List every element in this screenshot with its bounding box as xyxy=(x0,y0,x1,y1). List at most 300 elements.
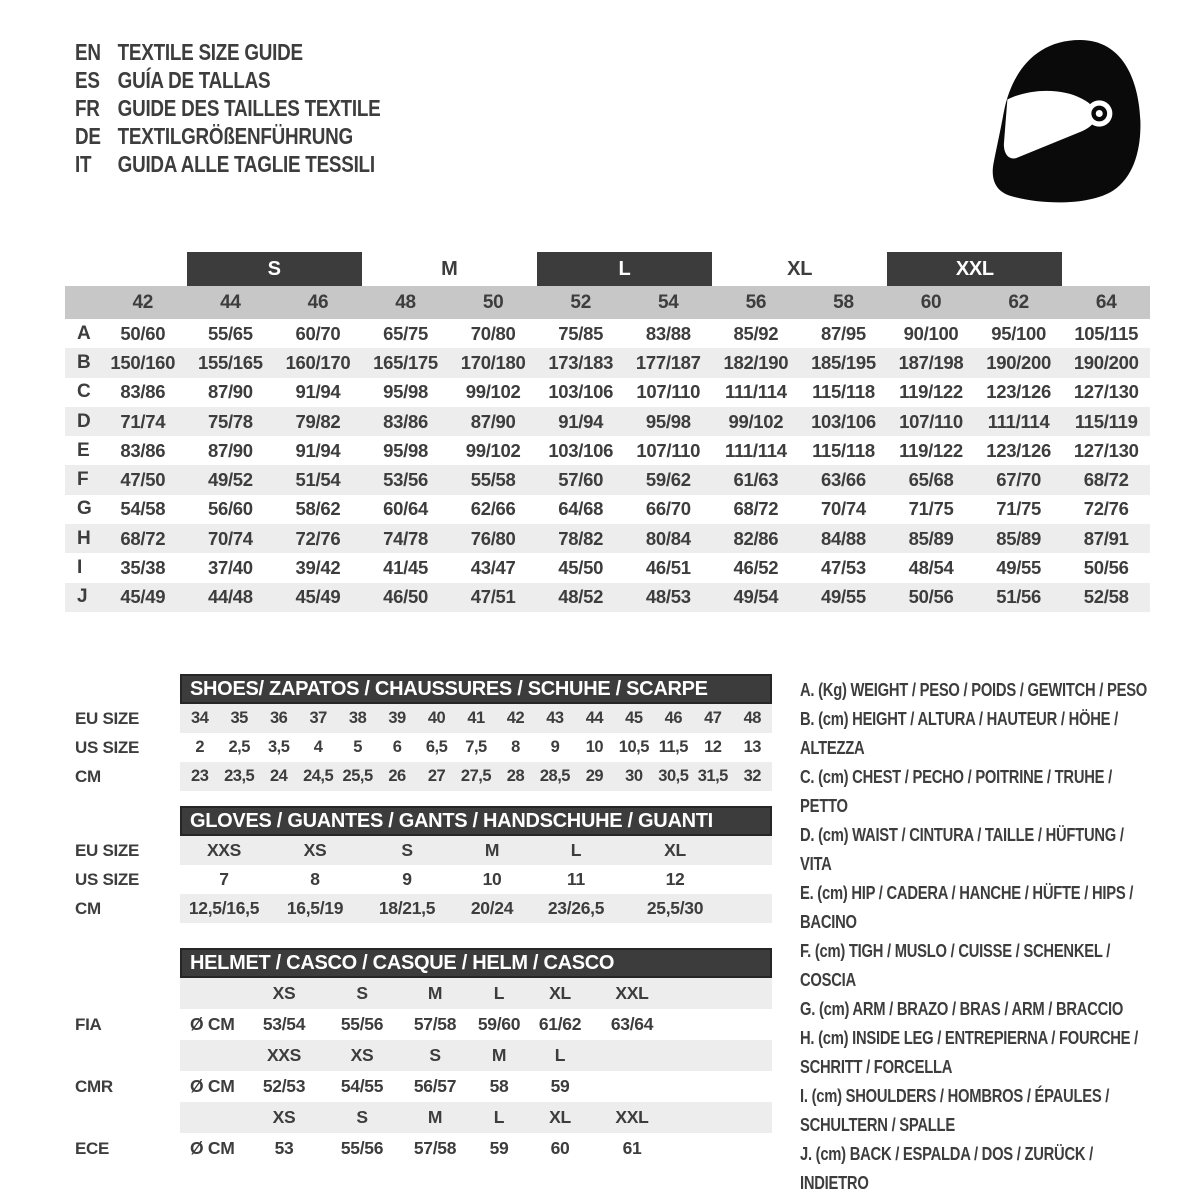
shoe-size-value: 2,5 xyxy=(228,738,250,756)
shoes-cm-row xyxy=(75,762,772,791)
shoe-size-value: 44 xyxy=(585,709,604,727)
size-value: 59/62 xyxy=(645,469,691,491)
row-label: US SIZE xyxy=(75,869,140,889)
glove-size-value: 8 xyxy=(310,869,320,889)
shoe-size-value: 23,5 xyxy=(224,767,255,785)
helmet-size-label: S xyxy=(356,1107,368,1127)
helmet-fia-sizes-row xyxy=(75,978,772,1009)
shoe-size-value: 27 xyxy=(427,767,446,785)
size-value: 60/70 xyxy=(295,322,341,344)
size-column-header: 58 xyxy=(833,291,854,313)
shoe-size-value: 36 xyxy=(269,709,288,727)
size-value: 47/50 xyxy=(120,469,166,491)
language-code: DE xyxy=(75,123,101,149)
shoe-size-value: 43 xyxy=(546,709,564,727)
size-group-header xyxy=(65,252,1150,286)
size-value: 66/70 xyxy=(645,498,691,520)
size-value: 60/64 xyxy=(383,498,428,520)
shoe-size-value: 8 xyxy=(511,738,520,756)
size-value: 115/118 xyxy=(812,439,875,461)
size-value: 50/56 xyxy=(908,586,954,608)
size-group-m: M xyxy=(441,257,458,280)
helmet-size-label: XXL xyxy=(615,983,649,1003)
shoe-size-value: 24 xyxy=(269,767,288,785)
shoe-size-value: 4 xyxy=(313,738,323,756)
size-value: 111/114 xyxy=(987,410,1050,432)
shoe-size-value: 41 xyxy=(467,709,485,727)
row-label: EU SIZE xyxy=(75,840,140,860)
size-value: 82/86 xyxy=(733,527,779,549)
helmet-size-label: XXS xyxy=(266,1045,302,1065)
glove-size-value: XS xyxy=(303,840,327,860)
language-row xyxy=(75,66,380,94)
row-letter: G xyxy=(77,498,92,520)
legend-entry: D. (cm) WAIST / CINTURA / TAILLE / HÜFTUNG / VITA xyxy=(800,825,1124,874)
size-value: 103/106 xyxy=(548,439,614,461)
textile-size-table xyxy=(65,252,1150,612)
size-value: 87/90 xyxy=(470,410,516,432)
helmet-cmr-values-row xyxy=(75,1071,772,1102)
helmet-size-label: M xyxy=(491,1045,507,1065)
size-value: 48/52 xyxy=(558,586,604,608)
standard-label: ECE xyxy=(75,1138,110,1158)
glove-size-value: XXS xyxy=(206,840,242,860)
shoe-size-value: 47 xyxy=(704,709,722,727)
helmet-size-label: L xyxy=(493,1107,505,1127)
shoes-size-section xyxy=(75,674,772,791)
size-value: 52/58 xyxy=(1083,586,1129,608)
size-value: 127/130 xyxy=(1073,381,1139,403)
legend-entry: H. (cm) INSIDE LEG / ENTREPIERNA / FOURCHE / SCHRITT / FORCELLA xyxy=(800,1028,1138,1077)
shoe-size-value: 13 xyxy=(743,738,761,756)
size-value: 65/75 xyxy=(383,322,428,344)
size-value: 65/68 xyxy=(908,469,954,491)
size-column-header: 56 xyxy=(745,291,767,313)
size-value: 44/48 xyxy=(207,586,253,608)
size-column-header: 42 xyxy=(132,291,154,313)
size-column-header: 48 xyxy=(395,291,416,313)
standard-label: CMR xyxy=(75,1076,113,1096)
size-value: 83/86 xyxy=(383,410,428,432)
gloves-us-size-row xyxy=(75,865,772,894)
helmet-size-value: 57/58 xyxy=(413,1138,457,1158)
legend-entry: C. (cm) CHEST / PECHO / POITRINE / TRUHE / PETTO xyxy=(800,767,1112,816)
glove-size-value: 12 xyxy=(665,869,685,889)
helmet-size-section xyxy=(75,948,772,1164)
helmet-section-title: HELMET / CASCO / CASQUE / HELM / CASCO xyxy=(180,948,772,978)
shoe-size-value: 28 xyxy=(506,767,525,785)
size-group-xxl: XXL xyxy=(887,252,1062,286)
language-title: TEXTILGRÖßENFÜHRUNG xyxy=(117,123,353,149)
helmet-ece-values-row xyxy=(75,1133,772,1164)
helmet-size-label: XL xyxy=(549,1107,571,1127)
row-label xyxy=(75,1102,180,1133)
size-value: 85/92 xyxy=(733,322,779,344)
size-value: 185/195 xyxy=(811,351,876,373)
size-value: 46/51 xyxy=(645,557,691,579)
size-value: 37/40 xyxy=(207,557,253,579)
size-value: 95/100 xyxy=(991,322,1047,344)
language-code: ES xyxy=(75,67,100,93)
row-label: CM xyxy=(75,898,101,918)
shoes-us-size-row xyxy=(75,733,772,762)
language-title: GUIDE DES TAILLES TEXTILE xyxy=(117,95,381,121)
shoe-size-value: 34 xyxy=(191,709,209,727)
row-label: CM xyxy=(75,766,101,786)
size-value: 45/49 xyxy=(295,586,341,608)
size-value: 47/51 xyxy=(470,586,516,608)
size-value: 99/102 xyxy=(465,439,521,461)
size-row-h xyxy=(65,524,1150,553)
size-row-i xyxy=(65,553,1150,582)
shoe-size-value: 6,5 xyxy=(425,738,448,756)
size-value: 43/47 xyxy=(470,557,516,579)
row-letter: B xyxy=(77,351,91,373)
glove-size-value: 10 xyxy=(482,869,502,889)
racing-helmet-icon xyxy=(982,28,1157,213)
size-value: 87/90 xyxy=(207,381,253,403)
size-value: 67/70 xyxy=(996,469,1042,491)
shoe-size-value: 29 xyxy=(585,767,604,785)
size-value: 87/90 xyxy=(207,439,253,461)
shoe-size-value: 35 xyxy=(230,709,248,727)
language-row xyxy=(75,94,380,122)
size-row-e xyxy=(65,436,1150,465)
size-value: 55/65 xyxy=(207,322,253,344)
size-value: 68/72 xyxy=(733,498,779,520)
size-value: 78/82 xyxy=(558,527,604,549)
helmet-size-label: M xyxy=(427,1107,443,1127)
language-code: IT xyxy=(75,151,92,177)
size-value: 71/75 xyxy=(908,498,954,520)
shoe-size-value: 32 xyxy=(743,767,761,785)
size-group-l: L xyxy=(537,252,712,286)
size-value: 190/200 xyxy=(1073,351,1139,373)
shoe-size-value: 27,5 xyxy=(460,767,492,785)
row-letter: J xyxy=(77,586,88,608)
helmet-size-label: S xyxy=(356,983,368,1003)
glove-size-value: 12,5/16,5 xyxy=(188,898,260,918)
size-value: 70/74 xyxy=(821,498,866,520)
size-value: 57/60 xyxy=(558,469,604,491)
size-value: 91/94 xyxy=(295,381,341,403)
helmet-size-value: 59 xyxy=(550,1076,570,1096)
size-value: 45/50 xyxy=(558,557,604,579)
language-title: TEXTILE SIZE GUIDE xyxy=(117,39,303,65)
row-letter: C xyxy=(77,381,91,403)
size-value: 187/198 xyxy=(898,351,964,373)
size-value: 87/95 xyxy=(821,322,866,344)
size-value: 48/53 xyxy=(645,586,691,608)
size-value: 155/165 xyxy=(197,351,263,373)
size-value: 111/114 xyxy=(725,381,787,403)
size-number-row xyxy=(65,286,1150,319)
language-row xyxy=(75,38,380,66)
size-value: 46/52 xyxy=(733,557,779,579)
size-value: 115/118 xyxy=(812,381,875,403)
shoe-size-value: 5 xyxy=(353,738,362,756)
size-row-a xyxy=(65,319,1150,348)
row-letter: A xyxy=(77,322,91,344)
size-row-b xyxy=(65,348,1150,377)
shoe-size-value: 30 xyxy=(625,767,643,785)
helmet-size-label: XS xyxy=(272,983,296,1003)
size-value: 39/42 xyxy=(295,557,341,579)
legend-entry: J. (cm) BACK / ESPALDA / DOS / ZURÜCK / INDIETRO xyxy=(800,1144,1094,1193)
size-row-d xyxy=(65,407,1150,436)
size-column-header: 44 xyxy=(220,291,241,313)
size-value: 83/88 xyxy=(645,322,691,344)
size-value: 75/78 xyxy=(207,410,253,432)
size-value: 173/183 xyxy=(548,351,614,373)
size-value: 64/68 xyxy=(558,498,604,520)
size-value: 80/84 xyxy=(645,527,691,549)
size-value: 35/38 xyxy=(120,557,166,579)
size-value: 61/63 xyxy=(733,469,779,491)
size-value: 54/58 xyxy=(120,498,166,520)
helmet-size-value: 59/60 xyxy=(477,1014,521,1034)
helmet-size-value: 55/56 xyxy=(340,1138,384,1158)
size-value: 119/122 xyxy=(899,439,963,461)
shoe-size-value: 45 xyxy=(625,709,643,727)
size-row-g xyxy=(65,495,1150,524)
helmet-size-label: XS xyxy=(350,1045,374,1065)
shoe-size-value: 9 xyxy=(550,738,560,756)
language-title: GUIDA ALLE TAGLIE TESSILI xyxy=(117,151,375,177)
size-value: 90/100 xyxy=(903,322,959,344)
size-value: 79/82 xyxy=(295,410,341,432)
gloves-size-section xyxy=(75,806,772,923)
shoe-size-value: 23 xyxy=(191,767,209,785)
helmet-size-label: XXL xyxy=(615,1107,649,1127)
helmet-size-label: L xyxy=(554,1045,566,1065)
glove-size-value: 25,5/30 xyxy=(646,898,704,918)
size-value: 68/72 xyxy=(120,527,166,549)
size-value: 91/94 xyxy=(558,410,604,432)
shoe-size-value: 37 xyxy=(309,709,327,727)
size-value: 85/89 xyxy=(908,527,954,549)
size-value: 160/170 xyxy=(285,351,351,373)
glove-size-value: 9 xyxy=(402,869,412,889)
shoe-size-value: 24,5 xyxy=(303,767,334,785)
size-value: 51/54 xyxy=(295,469,341,491)
helmet-size-value: 61 xyxy=(622,1138,642,1158)
size-value: 75/85 xyxy=(558,322,604,344)
size-value: 83/86 xyxy=(120,439,166,461)
size-value: 107/110 xyxy=(636,439,701,461)
size-value: 71/74 xyxy=(120,410,166,432)
glove-size-value: 7 xyxy=(219,869,229,889)
shoe-size-value: 39 xyxy=(388,709,406,727)
size-value: 170/180 xyxy=(460,351,526,373)
size-value: 49/55 xyxy=(821,586,866,608)
shoe-size-value: 26 xyxy=(388,767,406,785)
legend-entry: G. (cm) ARM / BRAZO / BRAS / ARM / BRACCIO xyxy=(800,999,1124,1019)
size-value: 68/72 xyxy=(1083,469,1129,491)
size-value: 48/54 xyxy=(908,557,954,579)
language-row xyxy=(75,150,380,178)
size-column-header: 54 xyxy=(658,291,679,313)
helmet-ece-sizes-row xyxy=(75,1102,772,1133)
shoe-size-value: 28,5 xyxy=(539,767,570,785)
shoe-size-value: 38 xyxy=(348,709,367,727)
size-column-header: 60 xyxy=(920,291,942,313)
row-label: EU SIZE xyxy=(75,708,140,728)
gloves-eu-size-row xyxy=(75,836,772,865)
glove-size-value: L xyxy=(570,840,582,860)
gloves-cm-row xyxy=(75,894,772,923)
size-value: 103/106 xyxy=(811,410,876,432)
size-value: 53/56 xyxy=(383,469,428,491)
helmet-size-value: 53 xyxy=(274,1138,294,1158)
size-value: 99/102 xyxy=(465,381,521,403)
size-value: 49/54 xyxy=(733,586,779,608)
size-value: 55/58 xyxy=(470,469,516,491)
language-title-list xyxy=(75,38,448,178)
size-value: 49/52 xyxy=(207,469,253,491)
size-value: 91/94 xyxy=(295,439,341,461)
gloves-section-title: GLOVES / GUANTES / GANTS / HANDSCHUHE / GUANTI xyxy=(180,806,772,836)
glove-size-value: 18/21,5 xyxy=(378,898,436,918)
shoe-size-value: 12 xyxy=(704,738,722,756)
size-value: 190/200 xyxy=(986,351,1051,373)
size-value: 46/50 xyxy=(383,586,428,608)
helmet-size-value: 63/64 xyxy=(610,1014,654,1034)
size-row-j xyxy=(65,583,1150,612)
size-value: 111/114 xyxy=(725,439,787,461)
size-value: 150/160 xyxy=(110,351,176,373)
unit-label: Ø CM xyxy=(190,1014,235,1034)
row-letter: D xyxy=(77,410,91,432)
helmet-size-value: 60 xyxy=(550,1138,570,1158)
size-value: 165/175 xyxy=(373,351,438,373)
size-value: 84/88 xyxy=(821,527,866,549)
shoe-size-value: 48 xyxy=(743,709,761,727)
size-value: 95/98 xyxy=(645,410,691,432)
size-value: 70/80 xyxy=(470,322,516,344)
glove-size-value: 16,5/19 xyxy=(286,898,344,918)
shoe-size-value: 25,5 xyxy=(342,767,373,785)
glove-size-value: 20/24 xyxy=(470,898,514,918)
helmet-size-value: 53/54 xyxy=(262,1014,306,1034)
size-value: 123/126 xyxy=(986,439,1051,461)
size-value: 99/102 xyxy=(728,410,784,432)
helmet-size-label: XS xyxy=(272,1107,296,1127)
size-value: 49/55 xyxy=(996,557,1042,579)
size-value: 62/66 xyxy=(470,498,516,520)
helmet-size-value: 56/57 xyxy=(413,1076,457,1096)
size-value: 71/75 xyxy=(996,498,1042,520)
size-value: 115/119 xyxy=(1074,410,1138,432)
shoes-section-title: SHOES/ ZAPATOS / CHAUSSURES / SCHUHE / SCARPE xyxy=(180,674,772,704)
helmet-fia-values-row xyxy=(75,1009,772,1040)
size-group-s: S xyxy=(187,252,362,286)
shoe-size-value: 6 xyxy=(392,738,402,756)
helmet-size-label: M xyxy=(427,983,443,1003)
shoe-size-value: 42 xyxy=(506,709,525,727)
helmet-size-value: 59 xyxy=(489,1138,509,1158)
helmet-size-value: 52/53 xyxy=(262,1076,306,1096)
size-value: 72/76 xyxy=(295,527,341,549)
size-value: 56/60 xyxy=(207,498,253,520)
row-letter: H xyxy=(77,527,91,549)
size-row-c xyxy=(65,378,1150,407)
size-value: 58/62 xyxy=(295,498,341,520)
helmet-size-label: S xyxy=(429,1045,441,1065)
size-column-header: 62 xyxy=(1008,291,1029,313)
size-value: 177/187 xyxy=(635,351,701,373)
legend-entry: F. (cm) TIGH / MUSLO / CUISSE / SCHENKEL / COSCIA xyxy=(800,941,1111,990)
row-letter: I xyxy=(77,557,82,579)
helmet-size-value: 61/62 xyxy=(538,1014,582,1034)
glove-size-value: 23/26,5 xyxy=(547,898,605,918)
helmet-size-value: 55/56 xyxy=(340,1014,384,1034)
glove-size-value: S xyxy=(401,840,413,860)
size-value: 72/76 xyxy=(1083,498,1129,520)
size-value: 105/115 xyxy=(1074,322,1139,344)
size-value: 47/53 xyxy=(821,557,866,579)
shoe-size-value: 10 xyxy=(585,738,604,756)
language-code: EN xyxy=(75,39,101,65)
helmet-size-value: 54/55 xyxy=(340,1076,384,1096)
size-column-header: 46 xyxy=(307,291,329,313)
shoe-size-value: 3,5 xyxy=(267,738,290,756)
size-value: 83/86 xyxy=(120,381,166,403)
unit-label: Ø CM xyxy=(190,1138,235,1158)
size-column-header: 64 xyxy=(1095,291,1117,313)
size-value: 45/49 xyxy=(120,586,166,608)
size-value: 50/60 xyxy=(120,322,166,344)
helmet-size-value: 57/58 xyxy=(413,1014,457,1034)
size-value: 85/89 xyxy=(996,527,1042,549)
size-value: 50/56 xyxy=(1083,557,1129,579)
shoes-eu-size-row xyxy=(75,704,772,733)
language-title: GUÍA DE TALLAS xyxy=(117,67,271,93)
size-value: 41/45 xyxy=(383,557,428,579)
size-value: 119/122 xyxy=(899,381,963,403)
size-value: 95/98 xyxy=(383,439,428,461)
row-label: US SIZE xyxy=(75,737,140,757)
size-value: 107/110 xyxy=(899,410,963,432)
row-label xyxy=(75,1040,180,1071)
size-value: 87/91 xyxy=(1083,527,1129,549)
language-code: FR xyxy=(75,95,100,121)
shoe-size-value: 10,5 xyxy=(618,738,649,756)
size-value: 70/74 xyxy=(207,527,253,549)
row-letter: E xyxy=(77,439,90,461)
unit-label: Ø CM xyxy=(190,1076,235,1096)
size-value: 95/98 xyxy=(383,381,428,403)
glove-size-value: M xyxy=(484,840,500,860)
size-value: 74/78 xyxy=(383,527,428,549)
shoe-size-value: 7,5 xyxy=(465,738,487,756)
helmet-size-label: L xyxy=(493,983,505,1003)
helmet-size-label: XL xyxy=(549,983,571,1003)
shoe-size-value: 40 xyxy=(427,709,446,727)
measurement-legend xyxy=(800,676,1153,1198)
legend-entry: B. (cm) HEIGHT / ALTURA / HAUTEUR / HÖHE / ALTEZZA xyxy=(800,709,1118,758)
shoe-size-value: 2 xyxy=(195,738,205,756)
size-value: 51/56 xyxy=(996,586,1042,608)
shoe-size-value: 31,5 xyxy=(697,767,728,785)
size-value: 63/66 xyxy=(821,469,866,491)
shoe-size-value: 46 xyxy=(664,709,682,727)
shoe-size-value: 30,5 xyxy=(658,767,689,785)
helmet-size-value: 58 xyxy=(489,1076,509,1096)
size-value: 107/110 xyxy=(636,381,701,403)
row-letter: F xyxy=(77,469,89,491)
size-value: 76/80 xyxy=(470,527,516,549)
